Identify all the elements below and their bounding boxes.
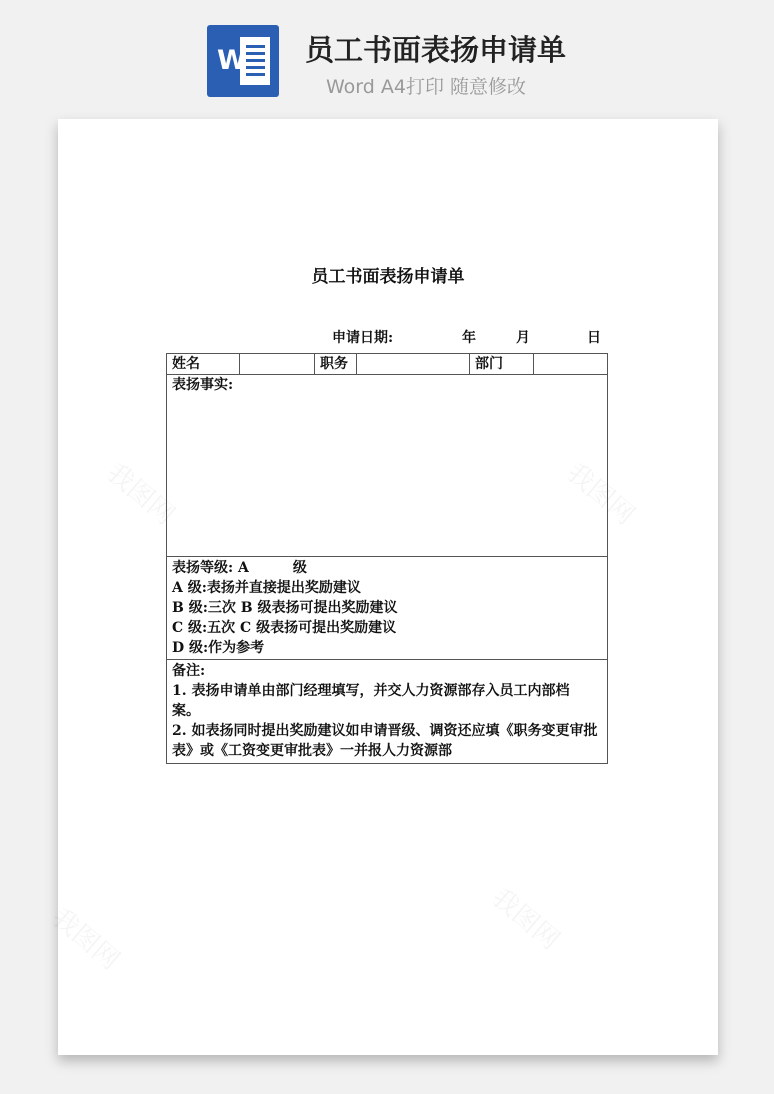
word-icon-letter: W (217, 45, 247, 76)
document-page (58, 119, 718, 1055)
department-label: 部门 (470, 354, 534, 374)
position-value-cell[interactable] (357, 354, 470, 374)
notes-label: 备注: (172, 663, 206, 679)
watermark (45, 898, 129, 976)
document-title: 员工书面表扬申请单 (311, 267, 465, 287)
month-label: 月 (516, 330, 530, 346)
grade-item: B 级:三次 B 级表扬可提出奖励建议 (172, 600, 398, 616)
grade-level-suffix: 级 (292, 560, 307, 576)
year-label: 年 (462, 330, 476, 346)
grade-item: A 级:表扬并直接提出奖励建议 (172, 580, 361, 596)
department-value-cell[interactable] (534, 354, 607, 374)
date-label: 申请日期: (332, 330, 394, 346)
info-row (167, 354, 607, 375)
application-form-table (166, 353, 608, 764)
watermark (485, 878, 569, 956)
praise-facts-cell[interactable] (167, 375, 607, 557)
grade-level-line (172, 558, 602, 578)
grade-item: C 级:五次 C 级表扬可提出奖励建议 (172, 620, 397, 636)
header-subtitle: Word A4打印 随意修改 (326, 76, 527, 98)
grade-item: D 级:作为参考 (172, 640, 265, 656)
praise-grade-section (167, 557, 607, 660)
note-item: 2. 如表扬同时提出奖励建议如申请晋级、调资还应填《职务变更审批表》或《工资变更审批表》一并报人力资源部 (172, 723, 598, 759)
name-label: 姓名 (167, 354, 240, 374)
header-title: 员工书面表扬申请单 (305, 33, 567, 67)
note-item: 1. 表扬申请单由部门经理填写，并交人力资源部存入员工内部档 案。 (172, 683, 598, 719)
name-value-cell[interactable] (240, 354, 315, 374)
header-banner (0, 0, 774, 118)
notes-section (167, 660, 607, 763)
position-label: 职务 (315, 354, 357, 374)
day-label: 日 (587, 330, 601, 346)
grade-level-label: 表扬等级: A (172, 560, 249, 576)
word-document-icon (207, 25, 279, 97)
application-date-line (332, 327, 608, 349)
facts-label: 表扬事实: (172, 377, 234, 393)
